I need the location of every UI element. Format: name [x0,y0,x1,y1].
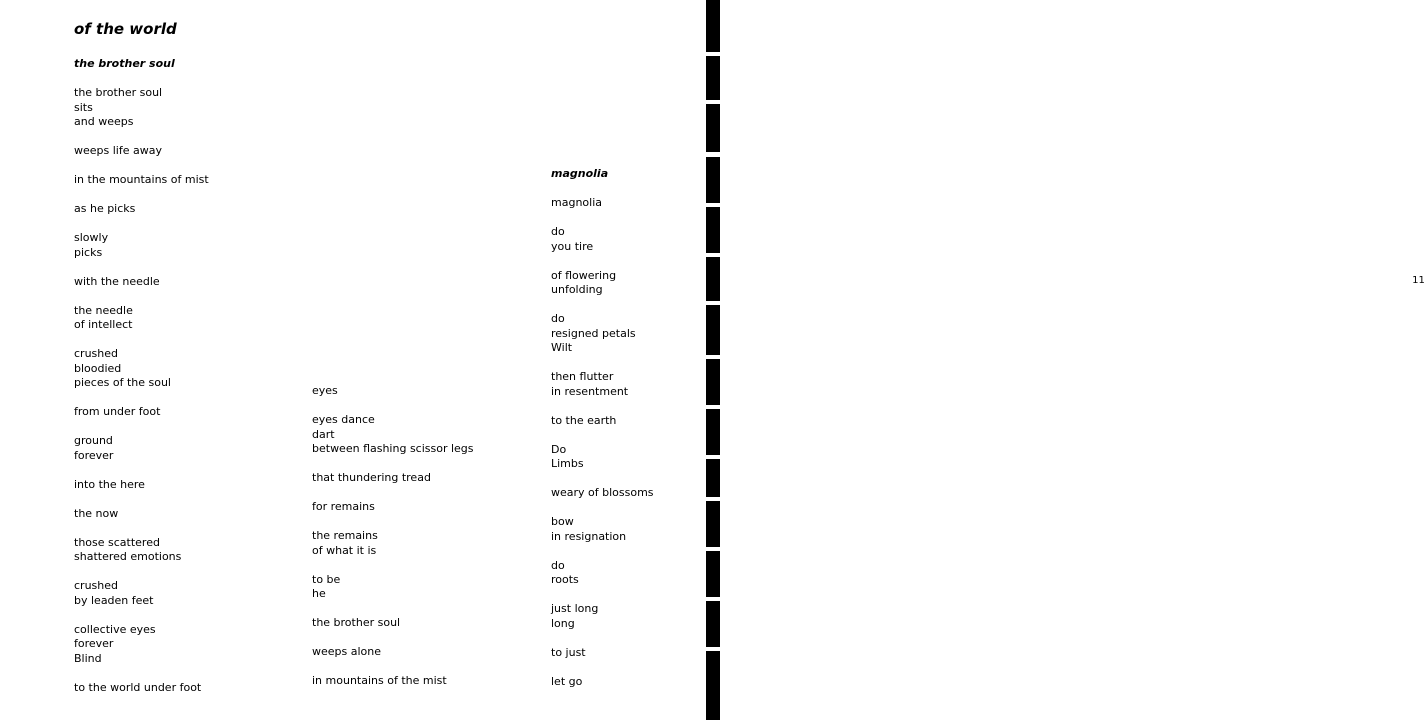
stanza-break [551,428,654,443]
stanza-break [74,463,209,478]
stanza-break [551,631,654,646]
poem-line: crushed [74,579,118,592]
poem-line: roots [551,573,579,586]
stanza-break [551,501,654,516]
stanza-break [312,602,474,617]
thumb-tab [706,104,720,152]
stanza-break [74,565,209,580]
poem-line: Blind [74,651,102,665]
poem-line: collective eyes [74,622,156,636]
poem-line: by leaden feet [74,593,154,607]
poem-line: of flowering [551,268,617,282]
poem-line: to the earth [551,413,617,427]
stanza-break [312,457,474,472]
poem-lines-left [74,86,209,695]
poem-line: just long [551,602,599,615]
stanza-break [551,588,654,603]
poem-line: Do [551,442,567,456]
poem-line: those scattered [74,535,160,549]
poem-line: then flutter [551,370,614,383]
poem-line: to just [551,645,586,659]
poem-line: for remains [312,500,375,513]
poem-line: and weeps [74,115,134,128]
poem-line: bow [551,515,574,528]
poem-line: that thundering tread [312,471,431,484]
poem-line: sits [74,100,93,114]
poem-line: in resignation [551,529,627,543]
poem-line: in the mountains of mist [74,173,209,186]
stanza-break [312,558,474,573]
poem-line: bloodied [74,361,122,375]
stanza-break [551,399,654,414]
poem-line: weary of blossoms [551,486,654,499]
stanza-break [312,660,474,675]
thumb-tab [706,359,720,405]
stanza-break [74,159,209,174]
thumb-tab [706,305,720,355]
stanza-break [312,515,474,530]
stanza-break [551,298,654,313]
stanza-break [74,188,209,203]
poem-line: weeps alone [312,645,382,658]
poem-line: do [551,312,565,325]
poem-line: he [312,587,326,600]
poem-line: let go [551,674,583,688]
poem-line: dart [312,427,335,441]
poem-line: long [551,616,575,630]
thumb-tab [706,257,720,301]
poem-line: to be [312,572,341,586]
poem-line: you tire [551,239,594,253]
poem-line: in resentment [551,384,629,398]
thumb-tab [706,459,720,497]
poem-lines-right [551,196,654,689]
poem-line: of what it is [312,543,377,557]
poem-line: shattered emotions [74,550,182,563]
stanza-break [74,608,209,623]
stanza-break [74,289,209,304]
poem-line: into the here [74,477,145,491]
poem-line: between flashing scissor legs [312,442,474,455]
poem-column-right [551,167,654,689]
poem-line: to the world under foot [74,680,202,694]
poem-line: the remains [312,529,378,542]
poem-line: the now [74,506,119,520]
poem-line: crushed [74,347,118,360]
thumb-tab [706,56,720,100]
stanza-break [312,486,474,501]
stanza-break [312,631,474,646]
stanza-break [551,356,654,371]
poem-line: do [551,558,565,572]
stanza-break [551,211,654,226]
poem-line: pieces of the soul [74,376,171,389]
stanza-break [74,521,209,536]
poem-line: ground [74,434,113,447]
stanza-break [74,333,209,348]
thumb-tab [706,0,720,52]
poem-line: unfolding [551,283,603,296]
thumb-index-strip [706,0,1425,720]
poem-column-middle [312,384,474,689]
poem-line: magnolia [551,196,602,209]
poem-subtitle: magnolia [551,167,609,180]
poem-line: picks [74,245,103,259]
poem-line: weeps life away [74,144,162,157]
thumb-tab [706,157,720,203]
poem-line: of intellect [74,318,133,331]
stanza-break [74,391,209,406]
thumb-tab [706,501,720,547]
poem-title: of the world [74,20,177,38]
poem-line: resigned petals [551,326,636,340]
stanza-break [74,130,209,145]
poem-line: do [551,225,565,238]
poem-line: from under foot [74,405,161,418]
thumb-tab [706,601,720,647]
stanza-break [551,472,654,487]
poem-line: the needle [74,303,133,317]
thumb-tab [706,207,720,253]
stanza-break [312,399,474,414]
poem-line: with the needle [74,274,160,288]
thumb-tab [706,409,720,455]
poem-line: forever [74,637,114,650]
thumb-tab [706,651,720,720]
poem-lines-middle [312,384,474,689]
poem-line: in mountains of the mist [312,674,447,687]
stanza-break [551,544,654,559]
thumb-tab [706,551,720,597]
stanza-break [74,420,209,435]
poem-subtitle: the brother soul [74,57,175,70]
poem-line: as he picks [74,202,136,215]
poem-line: the brother soul [312,616,401,629]
stanza-break [551,660,654,675]
stanza-break [74,492,209,507]
poem-line: eyes [312,384,338,397]
poem-line: Wilt [551,341,573,354]
stanza-break [551,254,654,269]
poem-column-left [74,57,209,695]
poem-line: Limbs [551,457,584,470]
poem-line: the brother soul [74,86,163,99]
poem-line: slowly [74,231,109,244]
stanza-break [74,217,209,232]
poem-line: forever [74,448,114,462]
stanza-break [74,666,209,681]
page-number: 11 [1412,275,1425,286]
stanza-break [74,260,209,275]
poem-line: eyes dance [312,413,375,426]
